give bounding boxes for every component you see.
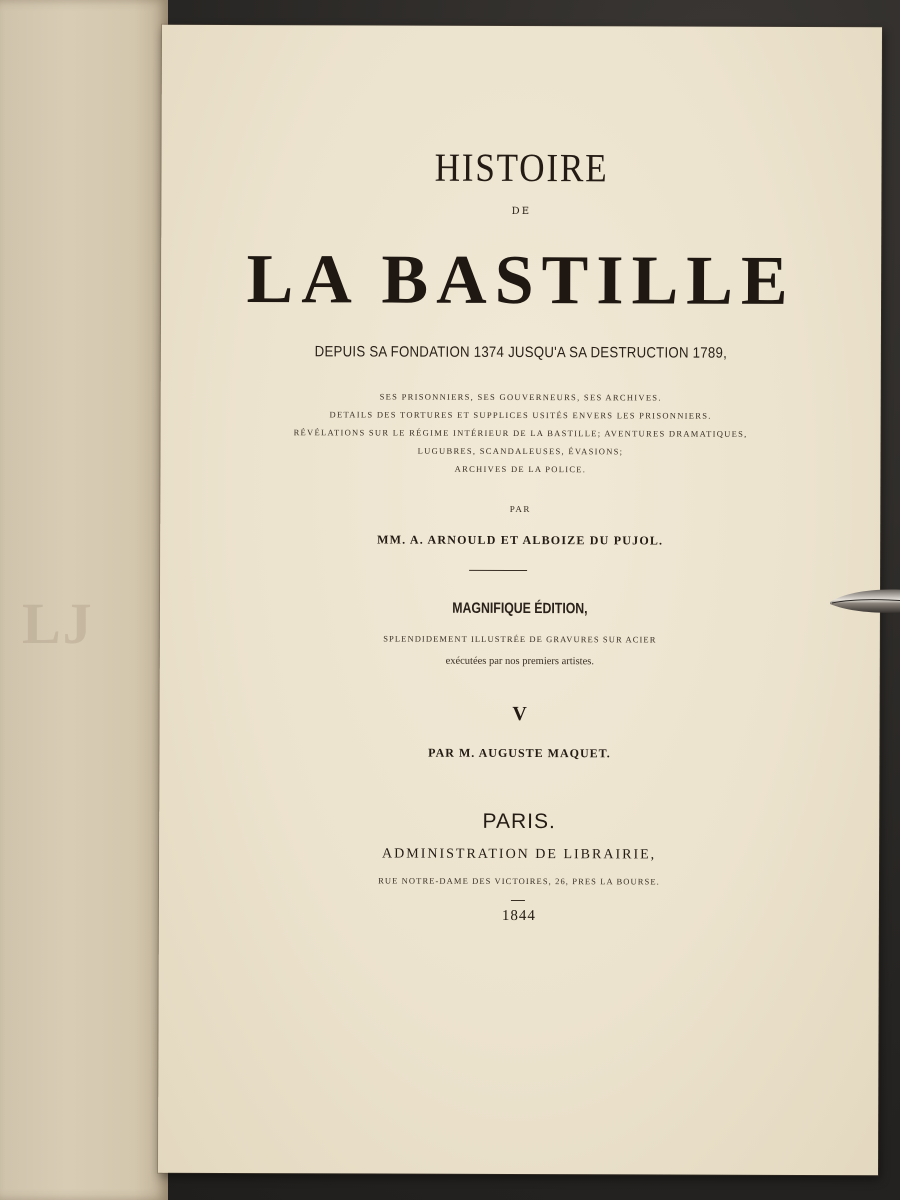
volume-number: V xyxy=(512,702,527,726)
title-page-content xyxy=(158,25,882,1176)
title-page xyxy=(158,25,882,1176)
description-line: DETAILS DES TORTURES ET SUPPLICES USITÉS ENVERS LES PRISONNIERS. xyxy=(329,409,712,421)
imprint-city: PARIS. xyxy=(482,809,556,834)
description-line: ARCHIVES DE LA POLICE. xyxy=(454,463,587,475)
authors: MM. A. ARNOULD ET ALBOIZE DU PUJOL. xyxy=(377,532,664,548)
subtitle-dates: DEPUIS SA FONDATION 1374 JUSQU'A SA DESTRUCTION 1789, xyxy=(314,343,728,362)
divider-rule xyxy=(469,570,527,571)
title-histoire: HISTOIRE xyxy=(434,144,609,191)
par-label: PAR xyxy=(509,503,531,515)
year-rule xyxy=(511,900,525,901)
bleed-through-mark: LJ xyxy=(22,591,94,656)
description-line: SES PRISONNIERS, SES GOUVERNEURS, SES ARCHIVES. xyxy=(379,391,662,403)
description-line: LUGUBRES, SCANDALEUSES, ÉVASIONS; xyxy=(417,445,624,457)
left-facing-page xyxy=(0,0,168,1200)
title-connector: DE xyxy=(511,205,532,218)
title-la-bastille: LA BASTILLE xyxy=(246,241,796,320)
bookmark-clip-icon xyxy=(828,582,900,618)
description-line: RÉVÉLATIONS SUR LE RÉGIME INTÉRIEUR DE LA BASTILLE; AVENTURES DRAMATIQUES, xyxy=(293,427,748,439)
imprint-publisher: ADMINISTRATION DE LIBRAIRIE, xyxy=(382,846,657,863)
imprint-year: 1844 xyxy=(501,907,536,925)
artists-note: exécutées par nos premiers artistes. xyxy=(445,655,595,668)
illustration-note: SPLENDIDEMENT ILLUSTRÉE DE GRAVURES SUR ACIER xyxy=(383,633,657,645)
imprint-address: RUE NOTRE-DAME DES VICTOIRES, 26, PRES LA BOURSE. xyxy=(378,875,660,887)
volume-author: PAR M. AUGUSTE MAQUET. xyxy=(428,745,611,761)
edition-label: MAGNIFIQUE ÉDITION, xyxy=(452,599,588,618)
